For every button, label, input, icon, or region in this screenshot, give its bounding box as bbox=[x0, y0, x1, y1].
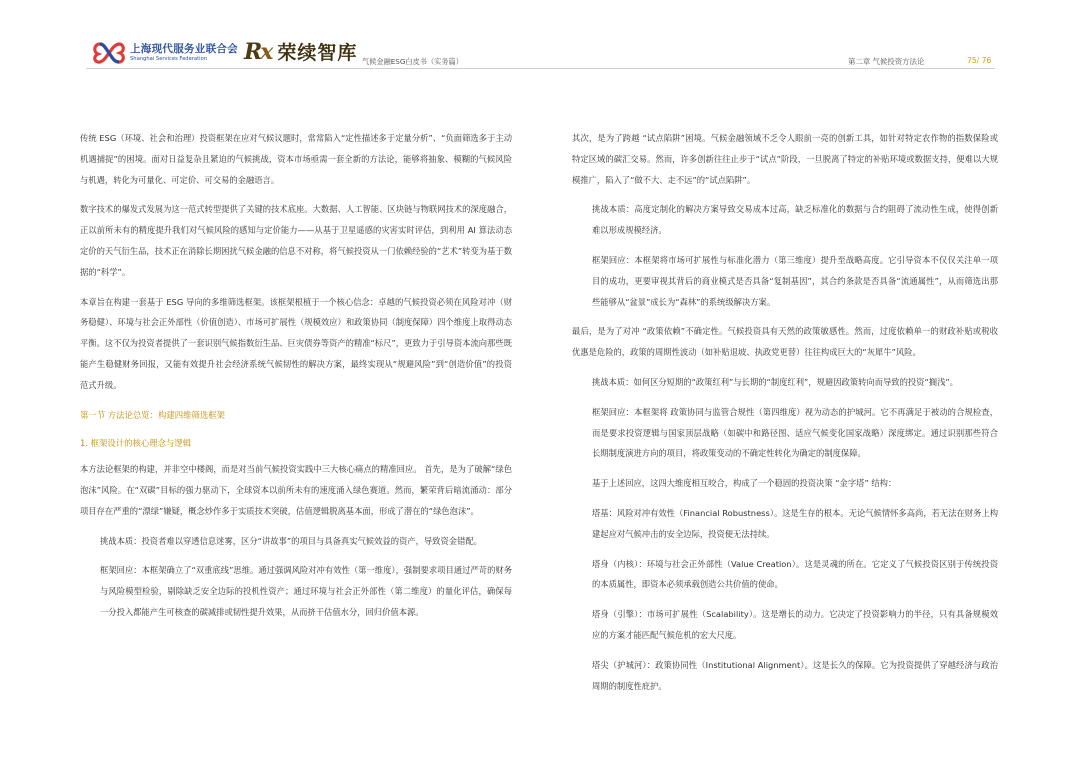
pyramid-base-paragraph: 塔基：风险对冲有效性（Financial Robustness）。这是生存的根本。无论气候情怀多高尚，若无法在财务上构建起应对气候冲击的安全边际，投资便无法持续。 bbox=[592, 507, 998, 539]
subsection-heading: 1. 框架设计的核心理念与逻辑 bbox=[80, 438, 192, 449]
challenge-paragraph: 挑战本质：高度定制化的解决方案导致交易成本过高，缺乏标准化的数据与合约阻碍了流动性生成，使得创新难以形成规模经济。 bbox=[592, 204, 998, 236]
paragraph: 数字技术的爆发式发展为这一范式转型提供了关键的技术底座。大数据、人工智能、区块链与物联网技术的深度融合，正以前所未有的精度提升我们对气候风险的感知与定价能力——从基于卫星遥感的灾害实时评估，到利用 AI 算法动态定价的天气衍生品，技术正在消除长期困扰气候金融的信息不对称，将气候投资从一门依赖经验的“艺术”转变为基于数据的“科学”。 bbox=[80, 204, 512, 277]
framework-response-paragraph: 框架回应：本框架确立了“双重底线”思维。通过强调风险对冲有效性（第一维度），强制要求项目通过严苛的财务与风险模型检验，剔除缺乏安全边际的投机性资产；通过环境与社会正外部性（第二维度）的量化评估，确保每一分投入都能产生可核查的碳减排或韧性提升效果，从而挤干估值水分，回归价值本源。 bbox=[100, 565, 512, 617]
paragraph: 传统 ESG（环境、社会和治理）投资框架在应对气候议题时，常常陷入“定性描述多于定量分析”、“负面筛选多于主动机遇捕捉”的困境。面对日益复杂且紧迫的气候挑战，资本市场亟需一套全新的方法论，能够将抽象、模糊的气候风险与机遇，转化为可量化、可定价、可交易的金融语言。 bbox=[80, 133, 512, 185]
rx-monogram-x: x bbox=[260, 38, 272, 65]
pyramid-engine-paragraph: 塔身（引擎）：市场可扩展性（Scalability）。这是增长的动力。它决定了投资影响力的半径，只有具备规模效应的方案才能匹配气候危机的宏大尺度。 bbox=[592, 609, 998, 640]
paragraph: 本章旨在构建一套基于 ESG 导向的多维筛选框架。该框架根植于一个核心信念：卓越的气候投资必须在风险对冲（财务稳健）、环境与社会正外部性（价值创造）、市场可扩展性（规模效应）和政策协同（制度保障）四个维度上取得动态平衡。这不仅为投资者提供了一套识别气候指数衍生品、巨灾债券等资产的精准“标尺”，更致力于引导资本流向那些既能产生稳健财务回报，又能有效提升社会经济系统气候韧性的解决方案，最终实现从“规避风险”到“创造价值”的投资范式升级。 bbox=[80, 296, 512, 390]
federation-logo bbox=[92, 40, 238, 66]
framework-response-paragraph: 框架回应：本框架将 政策协同与监管合规性（第四维度）视为动态的护城河。它不再满足于被动的合规检查，而是要求投资逻辑与国家顶层战略（如碳中和路径图、适应气候变化国家战略）深度绑定。通过识别那些符合长期制度演进方向的项目，将政策变动的不确定性转化为确定的制度保障。 bbox=[592, 406, 998, 459]
rongxu-logo bbox=[244, 38, 357, 65]
pyramid-top-paragraph: 塔尖（护城河）：政策协同性（Institutional Alignment）。这是长久的保障。它为投资提供了穿越经济与政治周期的制度性庇护。 bbox=[592, 659, 998, 691]
federation-name-en: Shanghai Services Federation bbox=[130, 55, 208, 62]
challenge-paragraph: 挑战本质：投资者难以穿透信息迷雾，区分“讲故事”的项目与具备真实气候效益的资产，导致资金错配。 bbox=[100, 535, 482, 546]
pyramid-core-paragraph: 塔身（内核）：环境与社会正外部性（Value Creation）。这是灵魂的所在。它定义了气候投资区别于传统投资的本质属性，即资本必须承载创造公共价值的使命。 bbox=[592, 558, 998, 590]
paragraph: 其次，是为了跨越 “试点陷阱”困境。气候金融领域不乏令人眼前一亮的创新工具，如针对特定农作物的指数保险或特定区域的碳汇交易。然而，许多创新往往止步于“试点”阶段，一旦脱离了特定的补贴环境或数据支持，便难以大规模推广，陷入了“做不大、走不远”的“试点陷阱”。 bbox=[572, 133, 998, 185]
rx-monogram-icon bbox=[244, 39, 271, 65]
page-header bbox=[0, 0, 1080, 80]
rx-monogram-r: R bbox=[244, 38, 261, 65]
chapter-title: 第二章 气候投资方法论 bbox=[848, 57, 925, 66]
document-title: 气候金融ESG白皮书（实务篇） bbox=[362, 57, 463, 66]
left-column bbox=[80, 128, 512, 632]
rongxu-name: 荣续智库 bbox=[277, 42, 358, 64]
header-divider bbox=[86, 68, 995, 69]
framework-response-paragraph: 框架回应：本框架将市场可扩展性与标准化潜力（第三维度）提升至战略高度。它引导资本不仅仅关注单一项目的成功，更要审视其背后的商业模式是否具备“复制基因”，其合约条款是否具备“流通属性”，从而筛选出那些能够从“盆景”成长为“森林”的系统级解决方案。 bbox=[592, 254, 998, 307]
paragraph: 本方法论框架的构建，并非空中楼阁，而是对当前气候投资实践中三大核心痛点的精准回应。 首先，是为了破解“绿色泡沫”风险。在“双碳”目标的强力驱动下，全球资本以前所未有的速度涌入绿色赛道。然而，繁荣背后暗流涌动：部分项目存在严重的“漂绿”嫌疑，概念炒作多于实质技术突破，估值逻辑脱离基本面，形成了潜在的“绿色泡沫”。 bbox=[80, 464, 512, 516]
challenge-paragraph: 挑战本质：如何区分短期的“政策红利”与长期的“制度红利”，规避因政策转向而导致的投资“搁浅”。 bbox=[592, 376, 958, 387]
section-heading: 第一节 方法论总览：构建四维筛选框架 bbox=[80, 409, 226, 420]
federation-knot-icon bbox=[92, 40, 126, 66]
right-column bbox=[572, 128, 998, 705]
page-number: 75/ 76 bbox=[967, 56, 992, 65]
federation-name-cn: 上海现代服务业联合会 bbox=[130, 43, 238, 56]
paragraph: 最后，是为了对冲 “政策依赖”不确定性。气候投资具有天然的政策敏感性。然而，过度依赖单一的财政补贴或税收优惠是危险的，政策的周期性波动（如补贴退坡、执政党更替）往往构成巨大的“灰犀牛”风险。 bbox=[572, 326, 998, 358]
pyramid-intro-paragraph: 基于上述回应，这四大维度相互咬合，构成了一个稳固的投资决策 “金字塔” 结构： bbox=[592, 478, 897, 489]
